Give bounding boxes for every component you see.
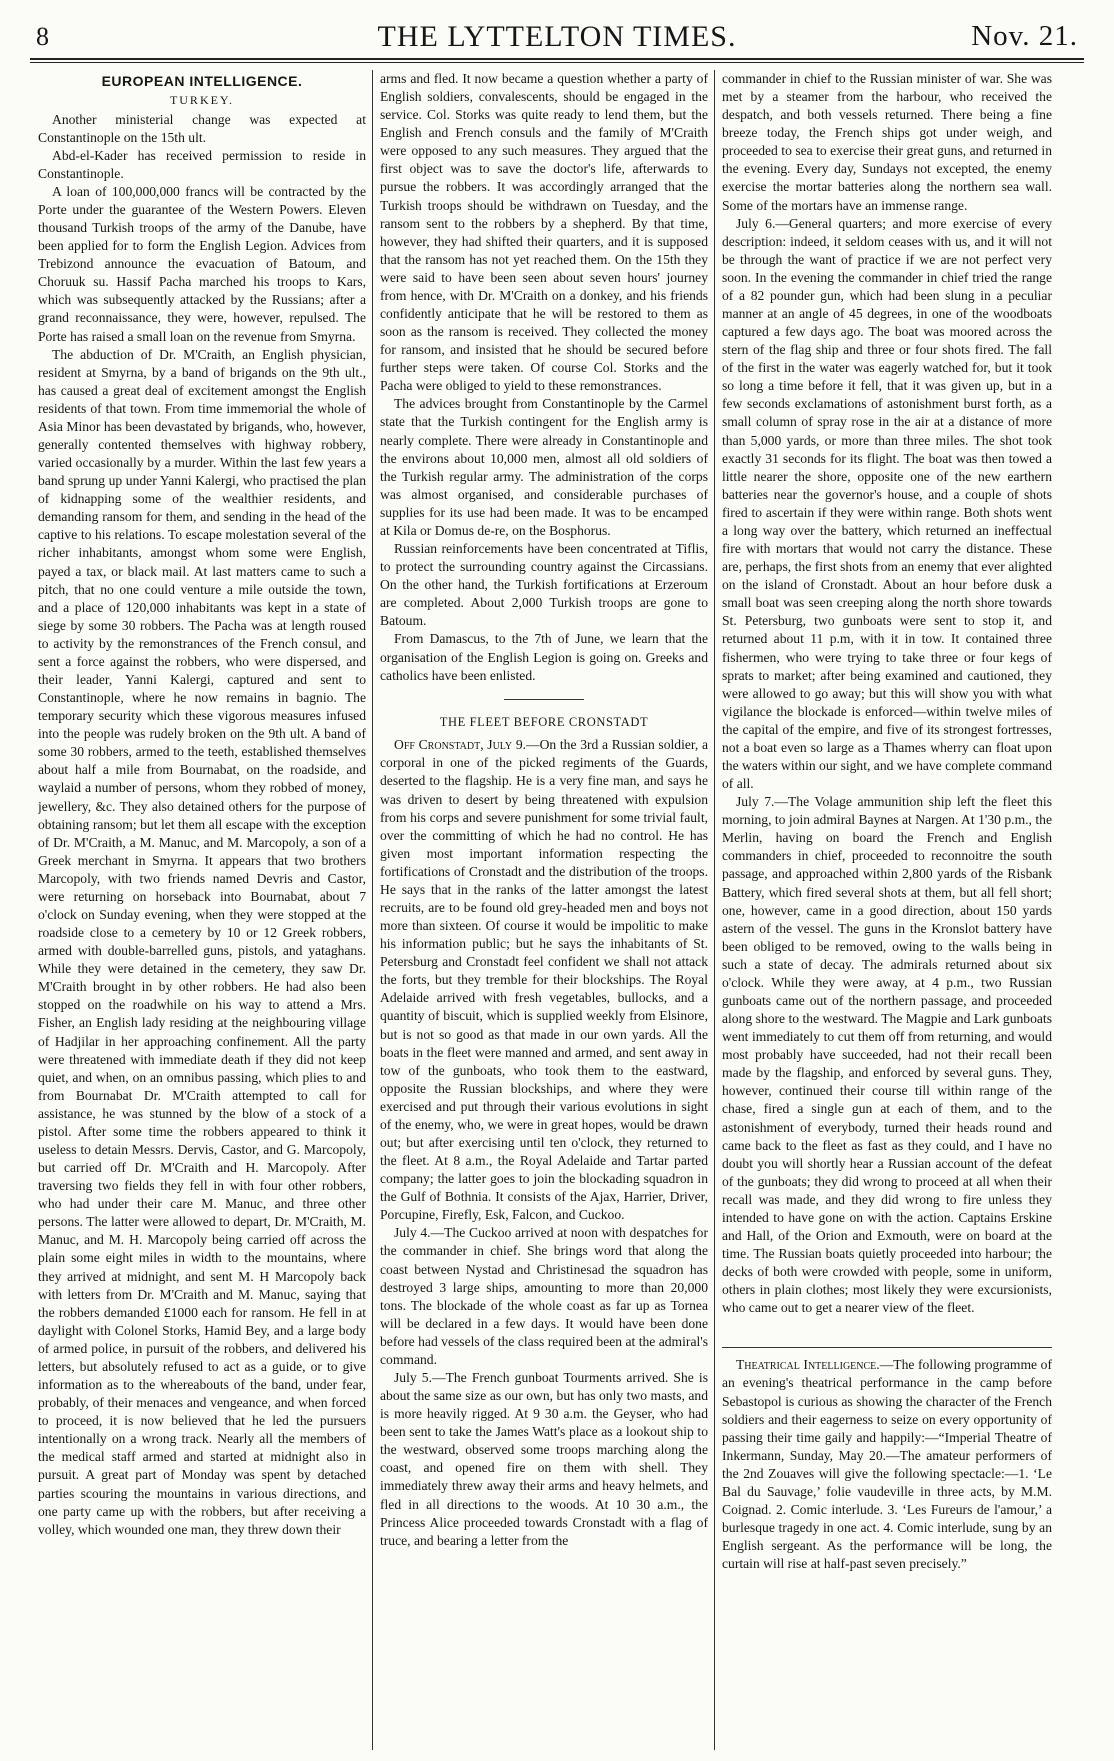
article-paragraph: Russian reinforcements have been concentrated at Tiflis, to protect the surrounding country against the Circassians. On the other hand, the Turkish fortifications at Erzeroum are completed. About 2,000 Turkish troops are gone to Batoum. [380,541,708,629]
column-1 [38,70,366,1750]
article-paragraph: A loan of 100,000,000 francs will be contracted by the Porte under the guarantee of the Western Powers. Eleven thousand Turkish troops of the army of the Danube, have been applied for to form the English Legion. Advices from Trebizond announce the evacuation of Batoum, and Choruuk su. Hassif Pacha marched his troops to Kars, which was subsequently attacked by the Russians; after a grand reconnaissance, they were, however, repulsed. The Porte has raised a small loan on the revenue from Smyrna. [38,183,366,344]
article-paragraph [380,736,708,1224]
newspaper-title: THE LYTTELTON TIMES. [377,20,737,53]
article-paragraph: commander in chief to the Russian minister of war. She was met by a steamer from the harbour, who received the despatch, and both vessels returned. There being a fine breeze today, the French ships got under weigh, and proceeded to sea to exercise their great guns, and returned in the evening. Every day, Sundays not excepted, the enemy exercise the mortar batteries along the northern sea wall. Some of the mortars have an immense range. [722,71,1052,213]
column-divider [714,70,715,1750]
article-paragraph: The abduction of Dr. M'Craith, an English physician, resident at Smyrna, by a band of brigands on the 9th ult., has caused a great deal of excitement amongst the English residents of that town. From time immemorial the whole of Asia Minor has been devastated by brigands, who, however, generally contented themselves with highway robbery, varied occasionally by a murder. Within the last few years a band sprung up under Yanni Kalergi, who practised the plan of kidnapping some of the wealthier residents, and demanding ransom for them, and sending in the head of the captive to his relations. To escape molestation several of the richer inhabitants, amongst whom some were English, payed a tax, or black mail. At last matters came to such a pitch, that no one could venture a mile outside the town, and a place of 120,000 inhabitants was kept in a state of siege by some 30 robbers. The Pacha was at length roused to activity by the remonstrances of the French consul, and sent a force against the robbers, who were dispersed, and their leader, Yanni Kalergi, captured and sent to Constantinople, where he now remains in bagnio. The temporary security which these vigorous measures infused into the people was rudely broken on the 9th ult. A band of some 30 robbers, armed to the teeth, established themselves about half a mile from Bournabat, on the roadside, and waylaid a number of persons, whom they robbed of money, jewellery, &c. They also detained others for the purpose of obtaining ransom; but let them all escape with the exception of Dr. M'Craith, a M. Manuc, and M. Marcopoly, a son of a Greek merchant in Smyrna. It appears that two brothers Marcopoly, with two friends named Devris and Castor, were returning on horseback into Bournabat, about 7 o'clock on Sunday evening, when they were stopped at the roadside close to a cemetery by 10 or 12 Greek robbers, armed with double-barrelled guns, pistols, and yataghans. While they were detained in the cemetery, they saw Dr. M'Craith brought in by other robbers. He had also been stopped on the roadwhile on his way to attend a Mrs. Fisher, an English lady residing at the neighbouring village of Hadjilar in her approaching confinement. All the party were threatened with immediate death if they did not keep quiet, and when, on an omnibus passing, which plies to and from Bournabat Dr. M'Craith attempted to call for assistance, he was stunned by the blow of a stock of a pistol. After some time the robbers appeared to think it useless to detain Messrs. Dervis, Castor, and G. Marcopoly, but carried off Dr. M'Craith and H. Marcopoly. After traversing two fields they fell in with four other robbers, who had under their care M. Manuc, and three other persons. The latter were allowed to depart, Dr. M'Craith, M. Manuc, and M. H. Marcopoly being carried off across the plain some eight miles in width to the mountains, where they arrived at midnight, and sent M. H Marcopoly back with letters from Dr. M'Craith and M. Manuc, saying that the robbers demanded £1000 each for ransom. He fell in at daylight with Colonel Storks, Hamid Bey, and a large body of armed police, in pursuit of the robbers, and delivered his letters, but absolutely refused to act as a guide, or to give information as to the whereabouts of the band, under fear, probably, of their menaces and vengeance, and when forced to proceed, it is now believed that he led the pursuers intentionally on a wrong track. Nearly all the members of the medical staff armed and started at midnight also in pursuit. A great part of Monday was spent by detached parties scouring the mountains in various directions, and one party came up with the robbers, but after receiving a volley, which wounded one man, they threw down their [38,346,366,1537]
section-title: EUROPEAN INTELLIGENCE. [101,73,303,89]
issue-date: Nov. 21. [971,20,1078,52]
column-divider [372,70,373,1750]
notice-heading: Theatrical Intelligence. [736,1357,880,1373]
paragraph-text: —On the 3rd a Russian soldier, a corporal in one of the picked regiments of the Guards, deserted to the flagship. He is a very fine man, and says he was driven to desert by being threatened with expulsion from his corps and severe punishment for some trivial fault, over the committing of which he had no control. He has given most important information respecting the fortifications of Cronstadt and the distribution of the troops. He says that in the ranks of the latter amongst the latest recruits, are to be found old grey-headed men and boys not more than sixteen. Of course it would be impolitic to make his information public; but he says the inhabitants of St. Petersburg and Cronstadt feel confident we shall not attack the forts, but they tremble for their blockships. The Royal Adelaide arrived with fresh vegetables, bullocks, and a quantity of biscuit, which is supplied weekly from Elsinore, but is not so good as that made in our own yards. All the boats in the fleet were manned and armed, and sent away in tow of the gunboats, who took them to the eastward, opposite the Russian blockships, and where they were exercised and put through their various evolutions in sight of the enemy, who, we were in great hopes, would be drawn out; but after exercising until ten o'clock, they returned to the fleet. At 8 a.m., the Royal Adelaide and Tartar parted company; the latter goes to join the blockading squadron in the Gulf of Bothnia. It consists of the Ajax, Harrier, Driver, Porcupine, Firefly, Esk, Falcon, and Cuckoo. [380,737,708,1223]
article-paragraph: July 7.—The Volage ammunition ship left the fleet this morning, to join admiral Baynes at Nargen. At 1'30 p.m., the Merlin, having on board the French and English commanders in chief, proceeded to reconnoitre the south passage, and approached within 2,800 yards of the Risbank Battery, which fired several shots at them, but all fell short; one, however, came in a good direction, about 150 yards astern of the vessel. The guns in the Kronslot battery have been obliged to be removed, owing to the walls being in such a state of decay. The admirals returned about six o'clock. While they were away, at 4 p.m., two Russian gunboats came out of the northern passage, and proceeded along shore to the westward. The Magpie and Lark gunboats went immediately to cut them off from returning, and would most probably have succeeded, had not their recall been made by the flagship, and enforced by several guns. They, however, continued their course till within range of the chase, fired a single gun at each of them, and to the astonishment of everybody, turned their heads round and came back to the fleet as fast as they could, and I have no doubt you will shortly hear a Russian account of the defeat of the gunboats; they did wrong to proceed at all when their recall was made, and they did wrong to fire unless they intended to have gone on with the action. Captains Erskine and Hall, of the Orion and Exmouth, were on board at the time. The Russian boats quietly proceeded into harbour; the decks of both were crowded with people, some in uniform, others in plain clothes; most likely they were excursionists, who came out to get a nearer view of the fleet. [722,794,1052,1316]
article-paragraph [722,1356,1052,1573]
article-paragraph: Abd-el-Kader has received permission to reside in Constantinople. [38,147,366,181]
article-paragraph: July 4.—The Cuckoo arrived at noon with despatches for the commander in chief. She brings word that along the coast between Nystad and Christinesad the squadron has destroyed 3 large ships, amounting to more than 20,000 tons. The blockade of the whole coast as far up as Tornea will be declared in a few days. It would have been done before had vessels of the class required been at the admiral's command. [380,1225,708,1367]
page-number: 8 [36,22,49,51]
article-paragraph: From Damascus, to the 7th of June, we learn that the organisation of the English Legion is going on. Greeks and catholics have been enlisted. [380,631,708,683]
article-paragraph: The advices brought from Constantinople by the Carmel state that the Turkish contingent for the English army is nearly complete. There were already in Constantinople and the environs about 10,000 men, almost all old soldiers of the Turkish regular army. The administration of the corps was almost organised, and considerable purchases of supplies for its use had been made. It was to be encamped at Kila or Domus de-re, on the Bosphorus. [380,396,708,538]
article-paragraph: arms and fled. It now became a question whether a party of English soldiers, convalescents, should be engaged in the service. Col. Storks was quite ready to lend them, but the English and French consuls and the family of M'Craith were opposed to any such measures. They argued that the first object was to save the doctor's life, afterwards to pursue the robbers. It was accordingly arranged that the Turkish troops should be withdrawn on Tuesday, and the ransom sent to the robbers by a shepherd. By that time, however, they had shifted their quarters, and it is supposed that the ransom has not yet reached them. On the 15th they were said to have been seen about seven hours' journey from hence, with Dr. M'Craith on a donkey, and his friends confidently anticipate that he will be restored to them as soon as the ransom is received. They collected the money for ransom, and insisted that he should be secured before further steps were taken. Of course Col. Storks and the Pacha were obliged to yield to these remonstrances. [380,71,708,394]
masthead [30,20,1084,56]
column-2 [380,70,708,1750]
section-divider [504,699,584,700]
article-paragraph: Another ministerial change was expected at Constantinople on the 15th ult. [38,111,366,145]
subsection-title: TURKEY. [169,92,235,107]
article-paragraph: July 6.—General quarters; and more exercise of every description: indeed, it seldom ceases with us, and it will not be through the want of practice if we are not perfect very soon. In the evening the commander in chief tried the range of a 82 pounder gun, which had been slung in a peculiar manner at an angle of 45 degrees, in one of the woodboats captured a few days ago. The boat was moored across the stern of the flag ship and three or four shots fired. The fall of the first in the water was eagerly watched for, but it took so long a time before it fell, that it was given up, but in a few seconds exclamations of astonishment burst forth, as a small column of spray rose in the air at a distance of more than 5,000 yards, or more than three miles. The shot took exactly 31 seconds for its flight. The boat was then towed a little nearer the shore, opposite one of the new earthern batteries near the governor's house, and a couple of shots fired to ascertain if they were within range. Both shots went a long way over the battery, which returned an ineffectual fire with mortars that would not carry the distance. These are, perhaps, the first shots from an enemy that ever alighted on the island of Cronstadt. About an hour before dusk a small boat was seen creeping along the north shore towards St. Petersburg, two gunboats were sent to stop it, and returned about 11 p.m, with it in tow. It contained three fishermen, who were trying to take three or four kegs of sprats to market; after being examined and cautioned, they were allowed to go away; but this will show you with what vigilance the blockade is enforced—within twelve miles of the capital of the empire, and five of its strongest fortresses, not a boat even so large as a Thames wherry can float upon the waters within our sight, and we have complete command of all. [722,215,1052,792]
theatre-notice [722,1347,1052,1573]
dateline: Off Cronstadt, July 9. [394,737,527,753]
column-3 [722,70,1052,1750]
article-title: THE FLEET BEFORE CRONSTADT [439,714,649,729]
article-paragraph: July 5.—The French gunboat Tourments arrived. She is about the same size as our own, but has only two masts, and is more heavily rigged. At 9 30 a.m. the Geyser, who had been sent to take the James Watt's place as a lookout ship to the westward, observed some troops marching along the coast, and opened fire on them with shell. They immediately threw away their arms and heavy helmets, and fled in all directions to the woods. At 10 30 a.m., the Princess Alice proceeded towards Cronstadt with a flag of truce, and bearing a letter from the [380,1370,708,1548]
masthead-rule-thin [30,62,1084,63]
masthead-rule [30,58,1084,60]
paragraph-text: —The following programme of an evening's theatrical performance in the camp before Sebastopol is curious as showing the character of the French soldiers and their eagerness to seize on every opportunity of passing their time gaily and happily:—“Imperial Theatre of Inkermann, Sunday, May 20.—The amateur performers of the 2nd Zouaves will give the following spectacle:—1. ‘Le Bal du Sauvage,’ folie vaudeville in three acts, by M.M. Coignad. 2. Comic interlude. 3. ‘Les Fureurs de l'amour,’ a burlesque tragedy in one act. 4. Comic interlude, sung by an English sergeant. As the performance will be long, the curtain will rise at half-past seven precisely.” [722,1357,1052,1572]
